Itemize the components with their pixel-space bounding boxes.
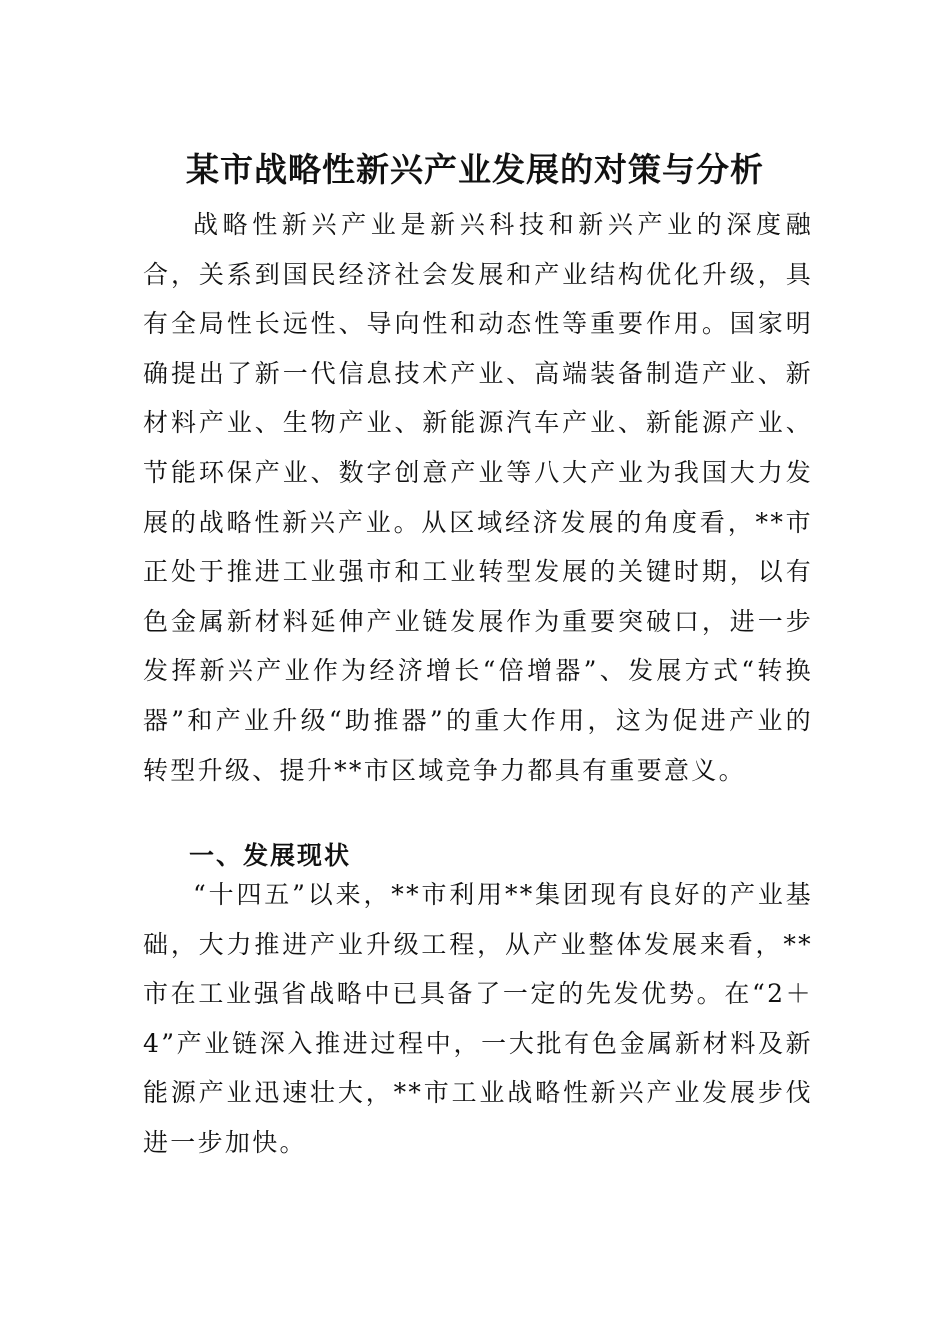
intro-paragraph: 战略性新兴产业是新兴科技和新兴产业的深度融合，关系到国民经济社会发展和产业结构优化升级，具有全局性长远性、导向性和动态性等重要作用。国家明确提出了新一代信息技术产业、高端装备制造产业、新材料产业、生物产业、新能源汽车产业、新能源产业、节能环保产业、数字创意产业等八大产业为我国大力发展的战略性新兴产业。从区域经济发展的角度看，**市正处于推进工业强市和工业转型发展的关键时期，以有色金属新材料延伸产业链发展作为重要突破口，进一步发挥新兴产业作为经济增长“倍增器”、发展方式“转换器”和产业升级“助推器”的重大作用，这为促进产业的转型升级、提升**市区域竞争力都具有重要意义。 <box>143 210 813 785</box>
document-title: 某市战略性新兴产业发展的对策与分析 <box>186 150 764 190</box>
section-paragraph: “十四五”以来，**市利用**集团现有良好的产业基础，大力推进产业升级工程，从产业整体发展来看，**市在工业强省战略中已具备了一定的先发优势。在“2＋4”产业链深入推进过程中，一大批有色金属新材料及新能源产业迅速壮大，**市工业战略性新兴产业发展步伐进一步加快。 <box>143 880 813 1157</box>
section-heading: 一、发展现状 <box>189 840 352 870</box>
